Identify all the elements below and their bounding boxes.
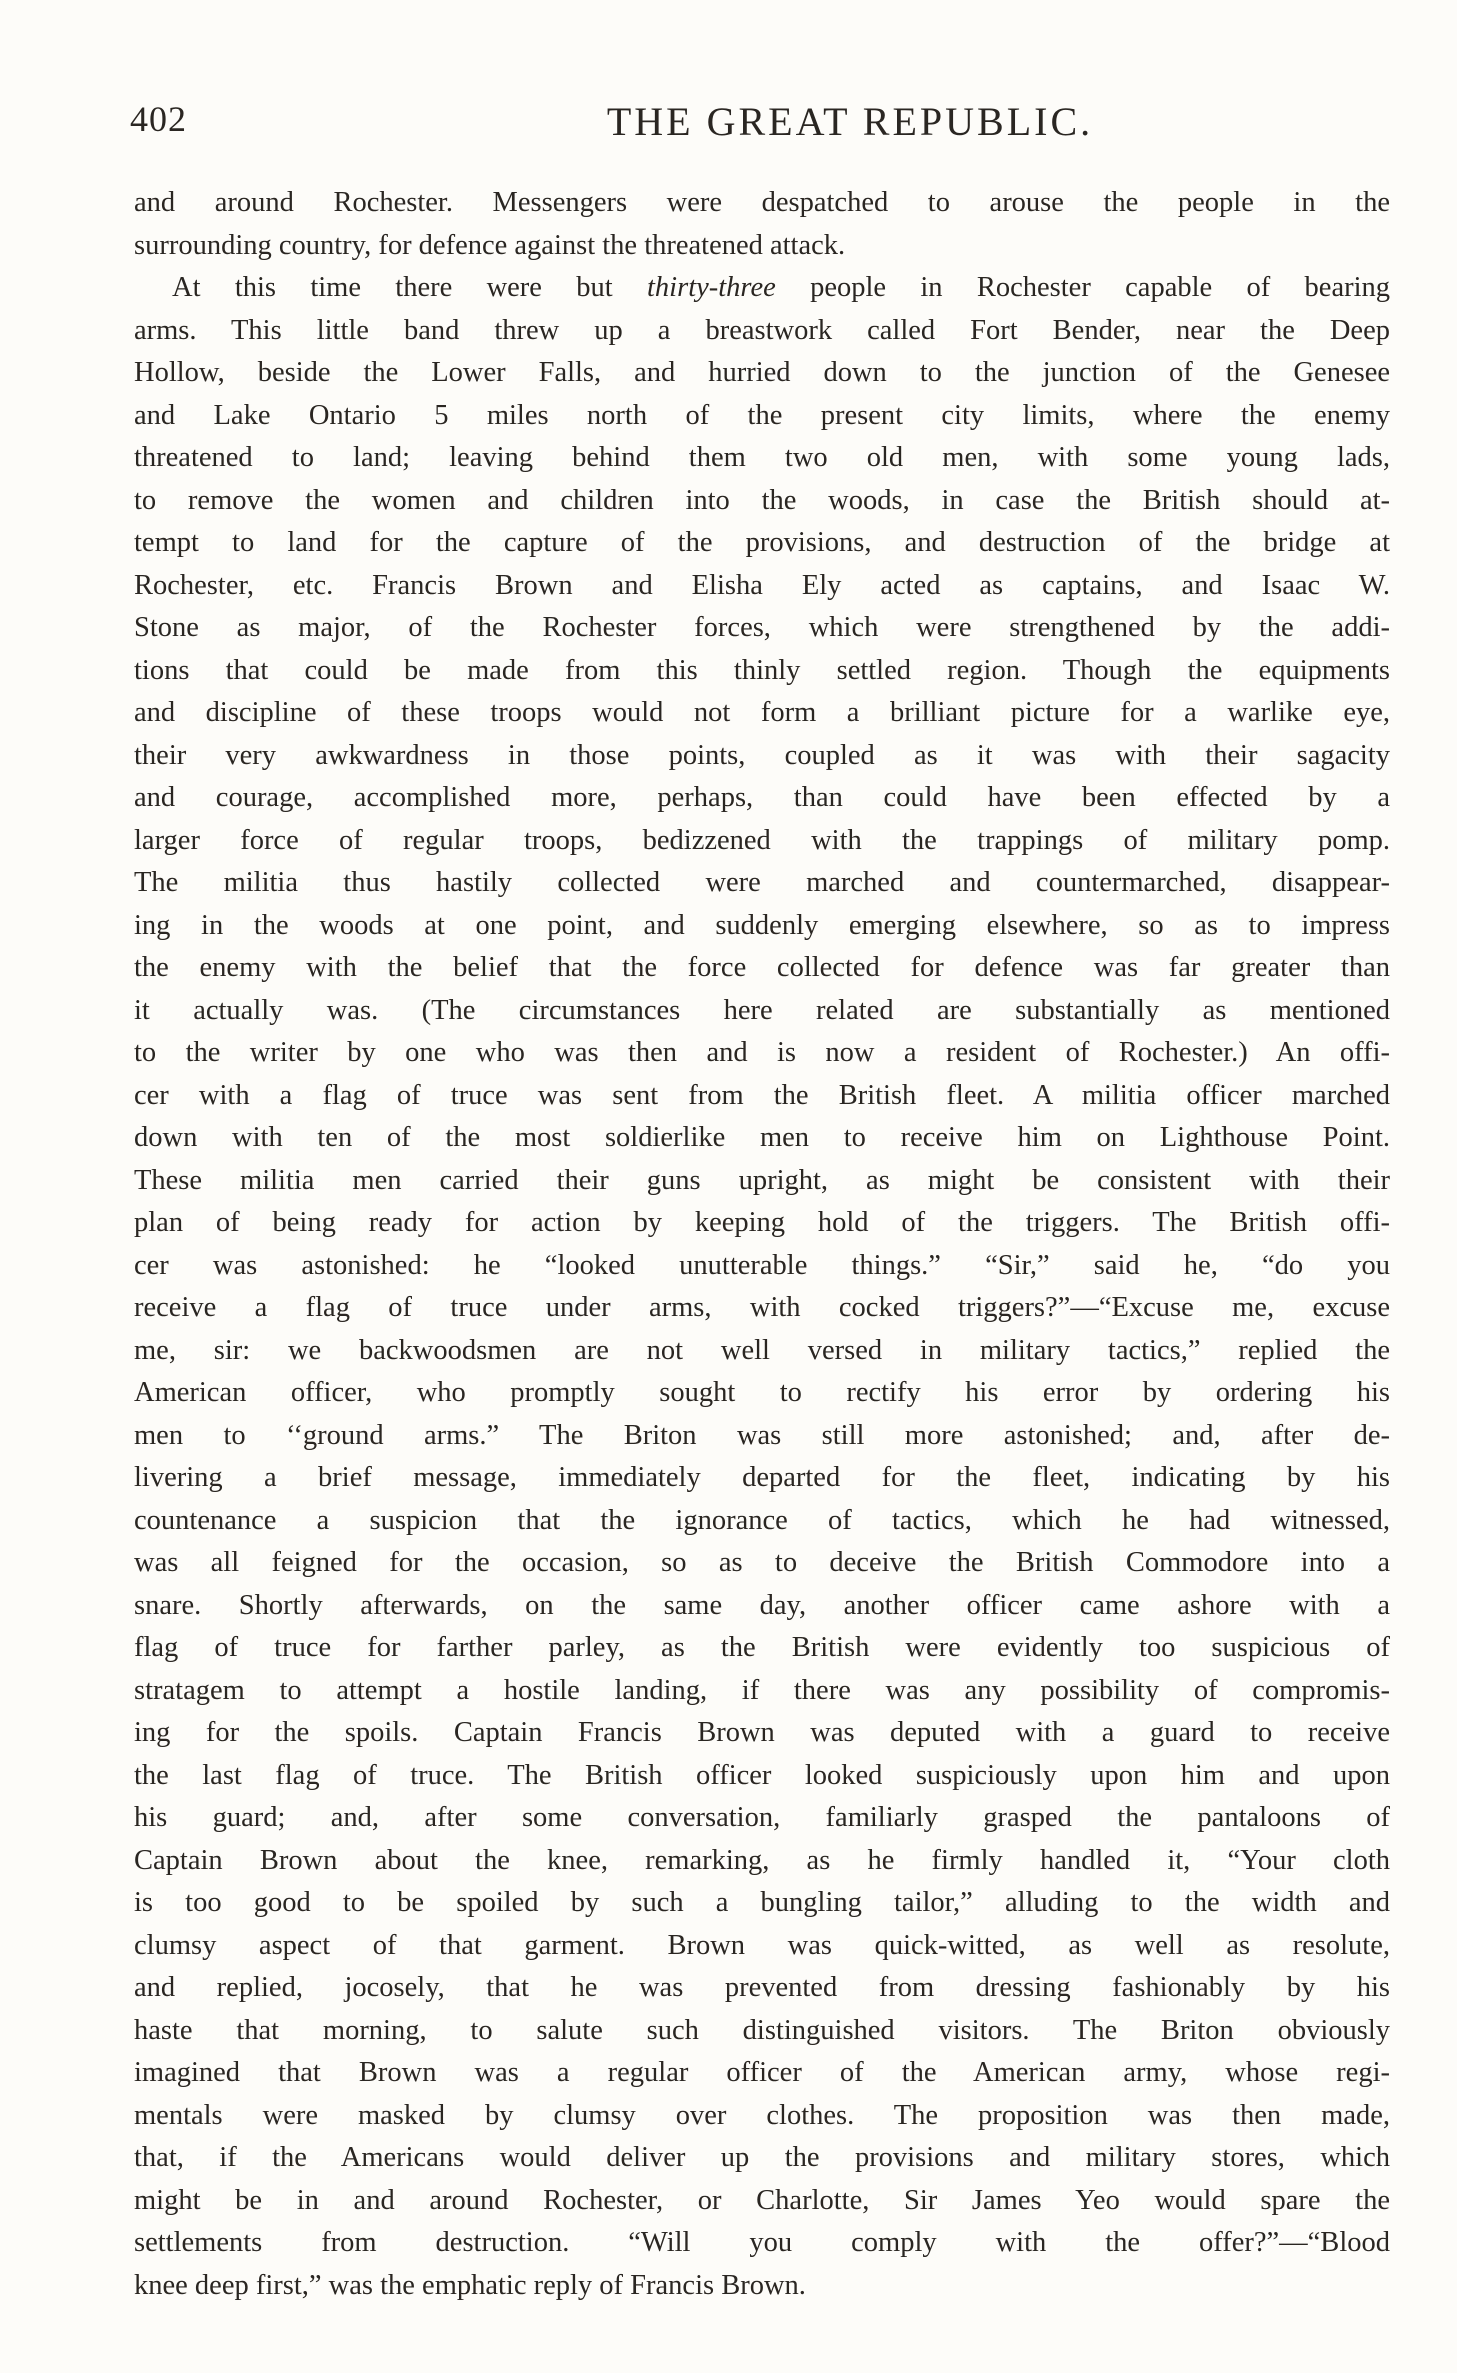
text-line: These militia men carried their guns upright, as might be consistent with their — [134, 1164, 1390, 1196]
body-text — [134, 182, 1390, 2307]
text-line: and courage, accomplished more, perhaps, than could have been effected by a — [134, 782, 1390, 813]
text-line: might be in and around Rochester, or Charlotte, Sir James Yeo would spare the — [134, 2184, 1390, 2216]
text-line: countenance a suspicion that the ignorance of tactics, which he had witnessed, — [134, 1504, 1390, 1536]
text-line: larger force of regular troops, bedizzened with the trappings of military pomp. — [134, 824, 1390, 856]
text-line: tempt to land for the capture of the provisions, and destruction of the bridge at — [134, 527, 1390, 558]
text-line: Hollow, beside the Lower Falls, and hurried down to the junction of the Genesee — [134, 357, 1390, 388]
text-line: clumsy aspect of that garment. Brown was quick-witted, as well as resolute, — [134, 1929, 1390, 1961]
text-line: knee deep first,” was the emphatic reply of Francis Brown. — [134, 2269, 806, 2301]
running-head — [130, 98, 1390, 158]
italic-phrase: thirty-three — [647, 272, 776, 303]
text-line: The militia thus hastily collected were marched and countermarched, disappear- — [134, 867, 1390, 898]
text-segment: At this time there were but — [172, 272, 648, 303]
text-line-with-italic — [134, 267, 1390, 310]
text-segment: people in Rochester capable of bearing — [775, 272, 1390, 303]
text-line: imagined that Brown was a regular officer of the American army, whose regi- — [134, 2057, 1390, 2088]
text-line: flag of truce for farther parley, as the British were evidently too suspicious of — [134, 1632, 1390, 1663]
text-line: mentals were masked by clumsy over clothes. The proposition was then made, — [134, 2099, 1390, 2131]
text-line: haste that morning, to salute such distinguished visitors. The Briton obviously — [134, 2014, 1390, 2046]
running-title: THE GREAT REPUBLIC. — [606, 99, 1094, 144]
page-number: 402 — [130, 99, 187, 139]
text-line: to the writer by one who was then and is now a resident of Rochester.) An offi- — [134, 1037, 1390, 1068]
text-line: stratagem to attempt a hostile landing, if there was any possibility of compromis- — [134, 1674, 1390, 1706]
text-line: Rochester, etc. Francis Brown and Elisha Ely acted as captains, and Isaac W. — [134, 569, 1390, 601]
text-line: is too good to be spoiled by such a bungling tailor,” alluding to the width and — [134, 1887, 1390, 1918]
text-line: plan of being ready for action by keeping hold of the triggers. The British offi- — [134, 1207, 1390, 1238]
text-line: and around Rochester. Messengers were despatched to arouse the people in the — [134, 187, 1390, 218]
text-line: men to ‘‘ground arms.” The Briton was still more astonished; and, after de- — [134, 1419, 1390, 1451]
text-line: that, if the Americans would deliver up the provisions and military stores, which — [134, 2142, 1390, 2173]
text-line: Stone as major, of the Rochester forces, which were strengthened by the addi- — [134, 612, 1390, 643]
text-line: threatened to land; leaving behind them two old men, with some young lads, — [134, 442, 1390, 473]
text-line: to remove the women and children into the woods, in case the British should at- — [134, 484, 1390, 516]
text-line: his guard; and, after some conversation, familiarly grasped the pantaloons of — [134, 1802, 1390, 1833]
text-line: ing for the spoils. Captain Francis Brown was deputed with a guard to receive — [134, 1717, 1390, 1748]
text-line: ing in the woods at one point, and suddenly emerging elsewhere, so as to impress — [134, 909, 1390, 941]
text-line: and Lake Ontario 5 miles north of the present city limits, where the enemy — [134, 399, 1390, 431]
text-line: the enemy with the belief that the force collected for defence was far greater than — [134, 952, 1390, 983]
text-line: snare. Shortly afterwards, on the same day, another officer came ashore with a — [134, 1589, 1390, 1621]
text-line: American officer, who promptly sought to rectify his error by ordering his — [134, 1377, 1390, 1408]
text-line: arms. This little band threw up a breastwork called Fort Bender, near the Deep — [134, 314, 1390, 346]
text-line: and replied, jocosely, that he was prevented from dressing fashionably by his — [134, 1972, 1390, 2003]
text-line: down with ten of the most soldierlike men to receive him on Lighthouse Point. — [134, 1122, 1390, 1153]
text-line: cer was astonished: he “looked unutterable things.” “Sir,” said he, “do you — [134, 1249, 1390, 1281]
text-line: settlements from destruction. “Will you comply with the offer?”—“Blood — [134, 2227, 1390, 2258]
text-line: cer with a flag of truce was sent from the British fleet. A militia officer marched — [134, 1079, 1390, 1111]
text-line: Captain Brown about the knee, remarking, as he firmly handled it, “Your cloth — [134, 1844, 1390, 1876]
text-line: and discipline of these troops would not form a brilliant picture for a warlike eye, — [134, 697, 1390, 728]
text-line: the last flag of truce. The British officer looked suspiciously upon him and upon — [134, 1759, 1390, 1791]
text-line: surrounding country, for defence against the threatened attack. — [134, 229, 846, 261]
text-line: their very awkwardness in those points, coupled as it was with their sagacity — [134, 739, 1390, 771]
text-line: tions that could be made from this thinly settled region. Though the equipments — [134, 654, 1390, 686]
text-line: was all feigned for the occasion, so as to deceive the British Commodore into a — [134, 1547, 1390, 1578]
text-line: livering a brief message, immediately departed for the fleet, indicating by his — [134, 1462, 1390, 1493]
text-line: receive a flag of truce under arms, with cocked triggers?”—“Excuse me, excuse — [134, 1292, 1390, 1323]
text-line: me, sir: we backwoodsmen are not well versed in military tactics,” replied the — [134, 1334, 1390, 1366]
text-line: it actually was. (The circumstances here related are substantially as mentioned — [134, 994, 1390, 1026]
